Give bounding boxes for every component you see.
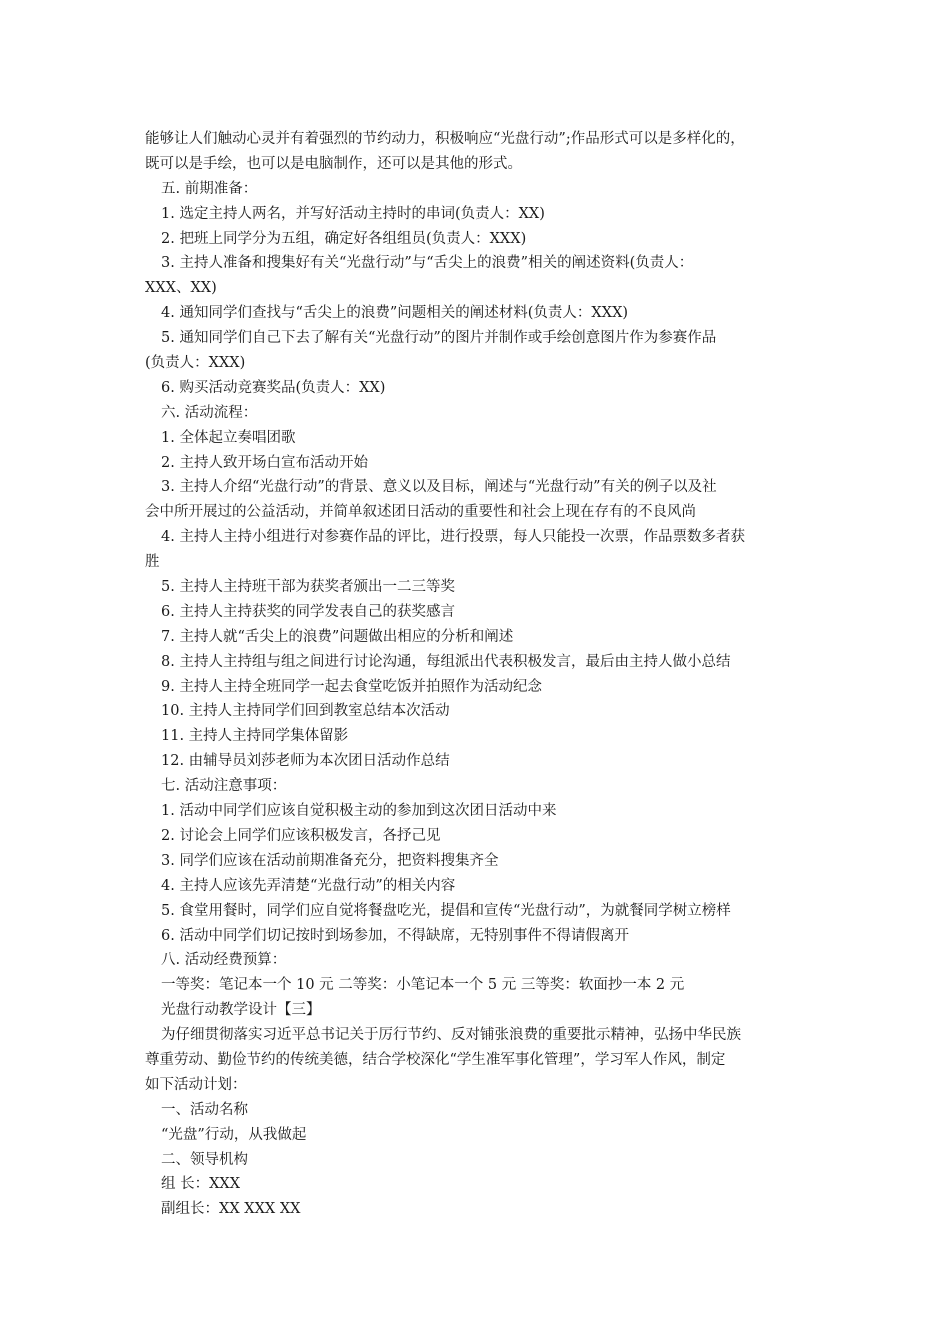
- text-line: 6. 主持人主持获奖的同学发表自己的获奖感言: [161, 603, 455, 620]
- text-line: “光盘”行动，从我做起: [161, 1126, 307, 1143]
- text-line: 1. 活动中同学们应该自觉积极主动的参加到这次团日活动中来: [161, 803, 557, 820]
- text-line: 11. 主持人主持同学集体留影: [161, 728, 349, 745]
- text-line: 五. 前期准备：: [161, 180, 258, 197]
- text-line: 2. 把班上同学分为五组，确定好各组组员(负责人：XXX): [161, 230, 527, 247]
- text-line: 副组长：XX XXX XX: [161, 1201, 301, 1218]
- text-line: 如下活动计划：: [145, 1076, 247, 1093]
- text-line: 12. 由辅导员刘莎老师为本次团日活动作总结: [161, 753, 450, 770]
- text-line: 会中所开展过的公益活动，并简单叙述团日活动的重要性和社会上现在存有的不良风尚: [145, 504, 696, 521]
- text-line: 1. 全体起立奏唱团歌: [161, 429, 296, 446]
- text-line: 6. 购买活动竞赛奖品(负责人：XX): [161, 379, 386, 396]
- text-line: 既可以是手绘，也可以是电脑制作，还可以是其他的形式。: [145, 155, 522, 172]
- text-line: 4. 主持人主持小组进行对参赛作品的评比，进行投票，每人只能投一次票，作品票数多者获: [161, 529, 745, 546]
- text-line: 2. 主持人致开场白宣布活动开始: [161, 454, 368, 471]
- text-line: 一、活动名称: [161, 1101, 248, 1118]
- text-line: 为仔细贯彻落实习近平总书记关于厉行节约、反对铺张浪费的重要批示精神，弘扬中华民族: [161, 1027, 741, 1044]
- text-line: 4. 通知同学们查找与“舌尖上的浪费”问题相关的阐述材料(负责人：XXX): [161, 305, 629, 322]
- text-line: 3. 主持人准备和搜集好有关“光盘行动”与“舌尖上的浪费”相关的阐述资料(负责人：: [161, 255, 694, 272]
- text-line: 5. 食堂用餐时，同学们应自觉将餐盘吃光，提倡和宣传“光盘行动”，为就餐同学树立榜样: [161, 902, 731, 919]
- text-line: 二、领导机构: [161, 1151, 248, 1168]
- text-line: 八. 活动经费预算：: [161, 952, 287, 969]
- text-line: (负责人：XXX): [145, 355, 246, 372]
- text-line: 尊重劳动、勤俭节约的传统美德，结合学校深化“学生准军事化管理”，学习军人作风，制定: [145, 1051, 726, 1068]
- text-line: 9. 主持人主持全班同学一起去食堂吃饭并拍照作为活动纪念: [161, 678, 542, 695]
- text-line: 1. 选定主持人两名，并写好活动主持时的串词(负责人：XX): [161, 205, 545, 222]
- text-line: XXX、XX): [145, 280, 217, 297]
- text-line: 一等奖：笔记本一个 10 元 二等奖：小笔记本一个 5 元 三等奖：软面抄一本 2 元: [161, 977, 685, 994]
- text-line: 5. 通知同学们自己下去了解有关“光盘行动”的图片并制作或手绘创意图片作为参赛作品: [161, 330, 717, 347]
- text-line: 5. 主持人主持班干部为获奖者颁出一二三等奖: [161, 579, 455, 596]
- text-line: 6. 活动中同学们切记按时到场参加，不得缺席，无特别事件不得请假离开: [161, 927, 629, 944]
- text-line: 10. 主持人主持同学们回到教室总结本次活动: [161, 703, 450, 720]
- text-line: 组 长：XXX: [161, 1176, 241, 1193]
- text-line: 7. 主持人就“舌尖上的浪费”问题做出相应的分析和阐述: [161, 628, 514, 645]
- text-line: 3. 同学们应该在活动前期准备充分，把资料搜集齐全: [161, 852, 499, 869]
- text-line: 2. 讨论会上同学们应该积极发言，各抒己见: [161, 827, 441, 844]
- text-line: 光盘行动教学设计【三】: [161, 1002, 321, 1019]
- text-line: 七. 活动注意事项：: [161, 778, 287, 795]
- text-line: 8. 主持人主持组与组之间进行讨论沟通，每组派出代表积极发言，最后由主持人做小总结: [161, 653, 731, 670]
- text-line: 4. 主持人应该先弄清楚“光盘行动”的相关内容: [161, 877, 456, 894]
- document-body: [145, 127, 825, 1222]
- text-line: 能够让人们触动心灵并有着强烈的节约动力，积极响应“光盘行动”;作品形式可以是多样化的，: [145, 131, 745, 147]
- text-line: 六. 活动流程：: [161, 404, 258, 421]
- text-line: 胜: [145, 554, 160, 571]
- text-line: 3. 主持人介绍“光盘行动”的背景、意义以及目标，阐述与“光盘行动”有关的例子以及社: [161, 479, 717, 496]
